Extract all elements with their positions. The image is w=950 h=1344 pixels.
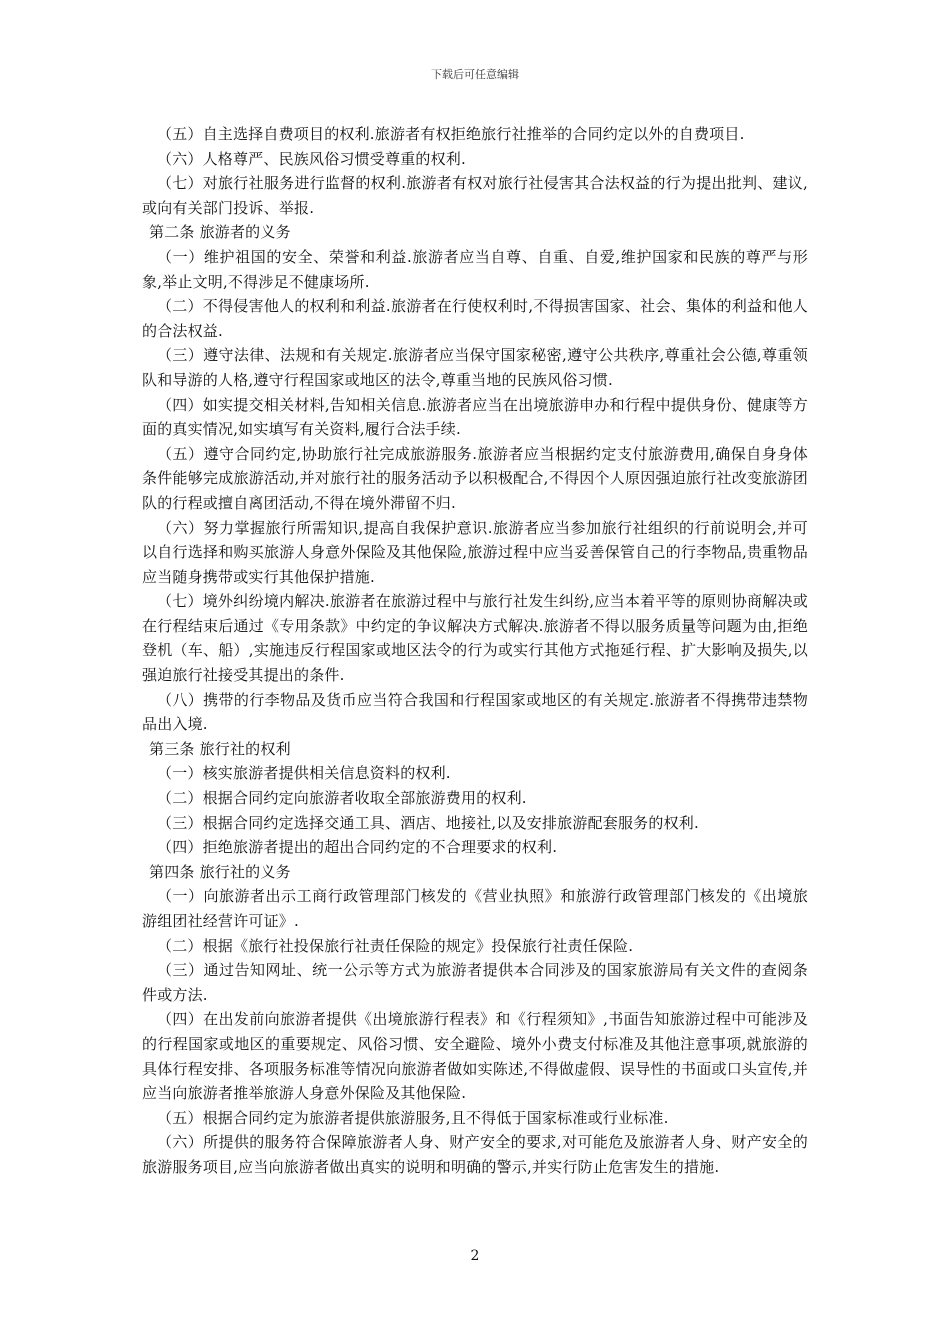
paragraph-item: （五）自主选择自费项目的权利.旅游者有权拒绝旅行社推举的合同约定以外的自费项目. xyxy=(157,125,745,143)
paragraph-item: （六）努力掌握旅行所需知识,提高自我保护意识.旅游者应当参加旅行社组织的行前说明会,并可以自行选择和购买旅游人身意外保险及其他保险,旅游过程中应当妥善保管自己的行李物品,贵重物品应当随身携带或实行其他保护措施. xyxy=(142,518,808,586)
page-header: 下载后可任意编辑 xyxy=(431,68,519,81)
section-heading: 第四条 旅行社的义务 xyxy=(149,862,291,881)
page-number: 2 xyxy=(470,1248,480,1264)
paragraph-item: （七）对旅行社服务进行监督的权利.旅游者有权对旅行社侵害其合法权益的行为提出批判、建议,或向有关部门投诉、举报. xyxy=(142,174,808,217)
paragraph-item: （六）所提供的服务符合保障旅游者人身、财产安全的要求,对可能危及旅游者人身、财产安全的旅游服务项目,应当向旅游者做出真实的说明和明确的警示,并实行防止危害发生的措施. xyxy=(142,1133,808,1176)
paragraph-item: （六）人格尊严、民族风俗习惯受尊重的权利. xyxy=(157,149,466,168)
document-body xyxy=(142,122,808,1180)
paragraph-item: （五）根据合同约定为旅游者提供旅游服务,且不得低于国家标准或行业标准. xyxy=(157,1108,669,1127)
paragraph-item: （二）不得侵害他人的权利和利益.旅游者在行使权利时,不得损害国家、社会、集体的利益和他人的合法权益. xyxy=(142,297,808,340)
paragraph-item: （一）核实旅游者提供相关信息资料的权利. xyxy=(157,764,451,783)
paragraph-item: （三）通过告知网址、统一公示等方式为旅游者提供本合同涉及的国家旅游局有关文件的查阅条件或方法. xyxy=(142,961,808,1004)
section-heading: 第三条 旅行社的权利 xyxy=(149,739,291,758)
paragraph-item: （三）根据合同约定选择交通工具、酒店、地接社,以及安排旅游配套服务的权利. xyxy=(157,813,699,832)
paragraph-item: （一）维护祖国的安全、荣誉和利益.旅游者应当自尊、自重、自爱,维护国家和民族的尊严与形象,举止文明,不得涉足不健康场所. xyxy=(142,247,808,291)
paragraph-item: （三）遵守法律、法规和有关规定.旅游者应当保守国家秘密,遵守公共秩序,尊重社会公德,尊重领队和导游的人格,遵守行程国家或地区的法令,尊重当地的民族风俗习惯. xyxy=(142,346,808,389)
paragraph-item: （二）根据合同约定向旅游者收取全部旅游费用的权利. xyxy=(157,789,527,808)
paragraph-item: （七）境外纠纷境内解决.旅游者在旅游过程中与旅行社发生纠纷,应当本着平等的原则协商解决或在行程结束后通过《专用条款》中约定的争议解决方式解决.旅游者不得以服务质量等问题为由,拒绝登机（车、船）,实施违反行程国家或地区法令的行为或实行其他方式拖延行程、扩大影响及损失,以强迫旅行社接受其提出的条件. xyxy=(142,592,808,685)
paragraph-item: （五）遵守合同约定,协助旅行社完成旅游服务.旅游者应当根据约定支付旅游费用,确保自身身体条件能够完成旅游活动,并对旅行社的服务活动予以积极配合,不得因个人原因强迫旅行社改变旅游团队的行程或擅自离团活动,不得在境外滞留不归. xyxy=(142,444,808,512)
paragraph-item: （二）根据《旅行社投保旅行社责任保险的规定》投保旅行社责任保险. xyxy=(157,936,634,955)
paragraph-item: （四）拒绝旅游者提出的超出合同约定的不合理要求的权利. xyxy=(157,838,558,857)
paragraph-item: （四）如实提交相关材料,告知相关信息.旅游者应当在出境旅游申办和行程中提供身份、健康等方面的真实情况,如实填写有关资料,履行合法手续. xyxy=(142,395,808,439)
section-heading: 第二条 旅游者的义务 xyxy=(149,223,291,242)
paragraph-item: （四）在出发前向旅游者提供《出境旅游行程表》和《行程须知》,书面告知旅游过程中可能涉及的行程国家或地区的重要规定、风俗习惯、安全避险、境外小费支付标准及其他注意事项,就旅游的具体行程安排、各项服务标准等情况向旅游者做如实陈述,不得做虚假、误导性的书面或口头宣传,并应当向旅游者推举旅游人身意外保险及其他保险. xyxy=(142,1010,808,1103)
paragraph-item: （一）向旅游者出示工商行政管理部门核发的《营业执照》和旅游行政管理部门核发的《出境旅游组团社经营许可证》. xyxy=(142,887,808,930)
paragraph-item: （八）携带的行李物品及货币应当符合我国和行程国家或地区的有关规定.旅游者不得携带违禁物品出入境. xyxy=(142,690,808,734)
